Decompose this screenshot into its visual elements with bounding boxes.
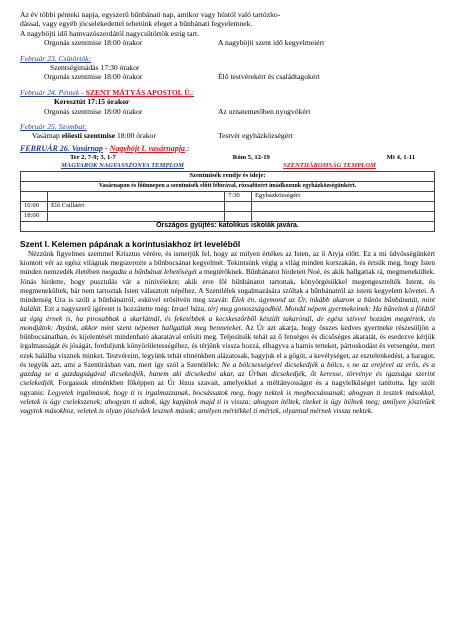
feb24-stations: Keresztút 17:15 órakor	[54, 97, 130, 107]
feb26-readings	[20, 154, 435, 162]
intro-line-1: Az év többi pénteki napja, egyszerű bűnbánati nap, amikor vagy hústól való tartózko-	[20, 10, 281, 19]
feb26-title	[20, 144, 435, 154]
article-italic-3: Izrael háza, térj meg gonoszságodból. Mondd népem gyermekeinek: Ha bűneitek a földtől az égig érnek is, ha pirosabbak a skarlátnál, és feketébbek a kecskeszőrből készült takarónál, de egész szívvel hozzám megtértek, és mondjátok: Atyánk, akkor mint szent népemet hallgatlak meg benneteket.	[20, 304, 435, 332]
reading-2: Róm 5, 12-19	[232, 153, 270, 161]
bulletin-page	[20, 10, 435, 415]
article-text-4: Az Úr azt akarja, hogy összes kedves gyermeke részesüljön a bűnbocsánatban, és kijelentését mindenható akaratával erősíti meg. Teljesítsük tehát az ő fenséges és dicsőséges akaratát, és esedezve kérjük irgalmasságát és jóságát, forduljunk könyörületességéhez, és térjünk vissza hozzá, elhagyva a hamis tetteket, pártoskodást és versengést, mert ezek halálba visznek minket. Testvéreim, legyünk tehát elménkben alázatosak, hagyjuk el a gőgöt, a kevélységet, az esztelenkedést, a haragot, és tegyük azt, ami a Szentírásban van, mert így szól a Szentlélek:	[20, 322, 435, 369]
reading-3: Mt 4, 1-11	[386, 153, 415, 161]
row3-time: 18:00	[21, 211, 48, 221]
article-italic-4: Ne a bölcsességével dicsekedjék a bölcs, s ne az erejével az erős, és a gazdag se a gazdagságával dicsekedjék, hanem aki dicsekedni akar, az Úrban dicsekedjék, őt keresse, törvénye és igazsága szerint cselekedjék.	[20, 359, 435, 388]
feb24-date-text: Február 24. Péntek -	[20, 87, 86, 97]
row2-text: Élő Csilláért	[48, 201, 225, 211]
feb23-date: Február 23. Csütörtök:	[20, 53, 92, 63]
intro-mass-row	[20, 38, 435, 47]
intro-mass-intention: A nagyböjti szent idő kegyelmeiért	[218, 38, 325, 48]
feb24-feast: SZENT MÁTYÁS APOSTOL Ü.	[85, 87, 192, 97]
feb24-row-1	[20, 97, 435, 106]
schedule-note: Vasárnapon és főünnepen a szentmisék előtt félórával, rózsafüzért imádkozunk egyházközségünkért.	[21, 181, 435, 191]
article-heading: Szent I. Kelemen pápának a korintusiakhoz írt leveléből	[20, 238, 241, 249]
article-italic-5: Legyetek irgalmasok, hogy ti is irgalmazzanak, bocsássatok meg, hogy nektek is megbocsássanak; ahogyan ti tesztek másokkal, veletek is úgy cselekszenek; ahogyan ti adtok, úgy kapjátok majd ti is vissza; ahogyan ítéltek, titeket is úgy ítélnek meg; amilyen jószívűek vagytok másokhoz, veletek is olyan jószívűek lesznek mások; amilyen mértékkel ti mértek, olyannal mérnek vissza nektek.	[20, 387, 435, 416]
feb23-mass-intention: Élő testvérekért és családtagokért	[218, 72, 320, 82]
article-text-5: Forgassuk elménkben főképpen az Úr Jézus szavait, amelyekkel a méltányosságot és a nagylelkűséget tanította. Így szólt ugyanis:	[20, 378, 435, 397]
church-left: MAGYAROK NAGYASSZONYA TEMPLOM	[21, 162, 225, 172]
feb25-pre: Vasárnap	[32, 131, 62, 141]
mass-schedule-table	[20, 162, 435, 232]
feb23-mass-time: Orgonás szentmise 18:00 órakor	[44, 72, 143, 82]
church-right: SZENTHÁROMSÁG TEMPLOM	[225, 162, 435, 172]
article-italic-2: Élek én, úgymond az Úr, inkább akarom a bűnös bűnbánatát, mint halálát.	[20, 295, 435, 314]
row3-text	[48, 211, 225, 221]
feb26-date: FEBRUÁR 26. Vasárnap	[20, 143, 103, 153]
intro-line-2: dással, vagy egyéb jócselekedettel tehetünk eleget a bűnbánati fegyelemnek.	[20, 19, 253, 29]
article-text-2: a megtérőknek. Bűnbánatot hirdetett Noé, és akik hallgattak rá, megmenekültek. Jónás hirdette, hogy pusztulás vár a ninivéiekre; akik erre föl bűnbánatot tartottak, könyörgésükkel megengesztelték Istent, és megmenekültek, bár nem tartoztak Isten választott népéhez. A Szentlélek sugalmazására szóltak a bűnbánatról az isteni kegyelem követei. A mindenség Ura is szólt a bűnbánatról, esküvel erősítvén meg szavát:	[20, 267, 436, 305]
feb24-row-2	[20, 107, 435, 116]
feb24-mass-time: Orgonás szentmise 18:00 órakor	[44, 106, 143, 116]
feb23-adoration: Szentségimádás 17:30 órakor	[50, 63, 140, 73]
intro-mass-time: Orgonás szentmise 18:00 órakor	[44, 38, 143, 48]
feb24-mass-intention: Az urnatemetőben nyugvókért	[218, 106, 311, 116]
feb24-date-end: :	[191, 87, 195, 97]
feb24-date	[20, 88, 435, 97]
article-italic-1: megadta a bűnbánat lehetőségét	[101, 267, 197, 277]
collection-note: Országos gyűjtés: katolikus iskolák javára.	[21, 221, 435, 231]
feb26-sep: -	[102, 143, 110, 153]
feb23-row-2	[20, 72, 435, 81]
feb25-post: 18:00 órakor	[115, 131, 157, 141]
article-text-3: Ezt a nagyszerű ígéretet is hozzátette még:	[42, 304, 172, 314]
feb25-mass-time	[20, 131, 218, 140]
schedule-order: Szentmisék rendje és ideje:	[21, 171, 435, 181]
row2-time: 10:00	[21, 201, 48, 211]
reading-1: Ter 2, 7-9; 3, 1-7	[70, 153, 116, 161]
feb25-bold: előesti szentmise	[61, 131, 116, 141]
row1-text: Egyházközségért	[252, 191, 435, 201]
feb25-mass-intention: Testvér egyházközségért	[218, 131, 293, 141]
article-body	[20, 249, 435, 416]
row1-time: 7:30	[225, 191, 252, 201]
feb26-feast: Nagyböjt I. vasárnapja	[109, 143, 185, 153]
feb25-row-1	[20, 131, 435, 140]
article-text-1: Nézzünk figyelmes szemmel Krisztus vérére, és ismerjük fel, hogy az milyen értékes az Isten, az ő Atyja előtt. Ez a mi üdvösségünkért kiontott vér az egész világnak megszerezte a bűnbocsánat kegyelmét. Tekintsünk végig a világ minden korszakán, és értsük meg, hogy Isten minden nemzedék életében	[20, 248, 435, 277]
feb25-date: Február 25. Szombat:	[20, 122, 87, 132]
feb26-end: .:	[184, 143, 190, 153]
intro-line-3: A nagyböjti idő hamvazószerdától nagycsütörtök estig tart.	[20, 28, 200, 38]
